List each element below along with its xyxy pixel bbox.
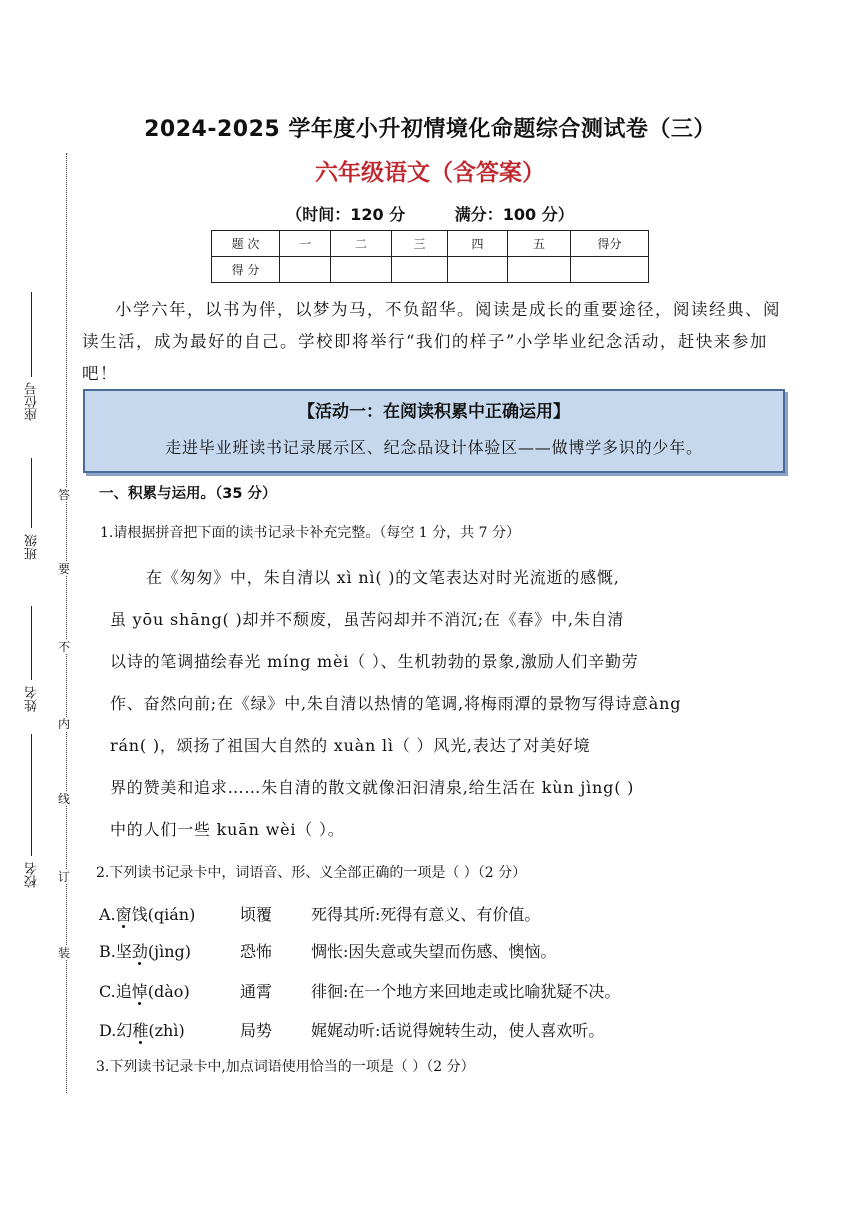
table-cell: 三 (392, 231, 448, 257)
seat-number-line (31, 292, 32, 377)
passage-line: 中的人们一些 kuān wèi（ ）。 (110, 820, 345, 839)
table-cell: 一 (280, 231, 331, 257)
exam-title: 2024-2025 学年度小升初情境化命题综合测试卷（三） (144, 117, 716, 142)
table-cell: 四 (448, 231, 508, 257)
binding-char: 不 (58, 640, 71, 654)
option-c[interactable]: C.追悼(dào) 通霄 徘徊:在一个地方来回地走或比喻犹疑不决。 (99, 982, 621, 1001)
binding-char: 答 (58, 488, 71, 502)
question-1-passage (110, 557, 790, 851)
table-cell: 五 (508, 231, 571, 257)
question-3-stem: 3.下列读书记录卡中,加点词语使用恰当的一项是（ ）（2 分） (96, 1059, 475, 1075)
name-line (31, 606, 32, 680)
score-input-cell[interactable] (280, 257, 331, 283)
score-input-cell[interactable] (392, 257, 448, 283)
passage-line: 以诗的笔调描绘春光 míng mèi（ ）、生机勃勃的景象,激励人们辛勤劳 (110, 652, 639, 671)
passage-line: 虽 yōu shāng( )却并不颓废，虽苦闷却并不消沉;在《春》中,朱自清 (110, 610, 625, 629)
intro-paragraph: 小学六年，以书为伴，以梦为马，不负韶华。阅读是成长的重要途径，阅读经典、阅读生活，成为最好的自己。学校即将举行“我们的样子”小学毕业纪念活动，赶快来参加吧！ (82, 300, 781, 383)
school-label: 校名 (25, 862, 40, 888)
activity-title: 【活动一：在阅读积累中正确运用】 (298, 402, 570, 422)
full-score: 满分：100 分） (454, 205, 574, 224)
score-input-cell[interactable] (508, 257, 571, 283)
class-line (31, 458, 32, 528)
binding-char: 订 (58, 870, 71, 884)
table-row (212, 231, 649, 257)
school-line (31, 734, 32, 856)
time-limit: （时间：120 分 (286, 205, 406, 224)
passage-line: 在《匆匆》中，朱自清以 xì nì( )的文笔表达对时光流逝的感慨, (146, 568, 620, 587)
exam-subtitle: 六年级语文（含答案） (315, 160, 545, 186)
table-cell: 二 (331, 231, 392, 257)
question-1-stem: 1.请根据拼音把下面的读书记录卡补充完整。（每空 1 分，共 7 分） (100, 525, 520, 541)
passage-line: rán( )，颂扬了祖国大自然的 xuàn lì（ ）风光,表达了对美好境 (110, 736, 591, 755)
score-input-cell[interactable] (571, 257, 649, 283)
table-cell: 得 分 (212, 257, 280, 283)
activity-description: 走进毕业班读书记录展示区、纪念品设计体验区——做博学多识的少年。 (165, 438, 703, 457)
table-cell: 得分 (571, 231, 649, 257)
question-2-stem: 2.下列读书记录卡中，词语音、形、义全部正确的一项是（ ）（2 分） (96, 865, 527, 881)
time-info (0, 202, 860, 225)
option-a[interactable]: A.窗饯(qián) 顷覆 死得其所:死得有意义、有价值。 (99, 905, 541, 924)
table-cell: 题 次 (212, 231, 280, 257)
option-b[interactable]: B.坚劲(jìng) 恐怖 惆怅:因失意或失望而伤感、懊恼。 (99, 942, 557, 961)
section-heading: 一、积累与运用。（35 分） (99, 486, 277, 502)
score-input-cell[interactable] (448, 257, 508, 283)
score-table (211, 230, 649, 283)
passage-line: 作、奋然向前;在《绿》中,朱自清以热情的笔调,将梅雨潭的景物写得诗意àng (110, 694, 682, 713)
binding-char: 内 (58, 717, 71, 731)
binding-char: 要 (58, 562, 71, 576)
name-label: 姓名 (25, 686, 40, 712)
score-input-cell[interactable] (331, 257, 392, 283)
seat-number-label: 座位号 (25, 382, 40, 421)
table-row (212, 257, 649, 283)
binding-char: 线 (58, 792, 71, 806)
passage-line: 界的赞美和追求……朱自清的散文就像汩汩清泉,给生活在 kùn jìng( ) (110, 778, 635, 797)
binding-char: 装 (58, 946, 71, 960)
class-label: 班级 (25, 534, 40, 560)
option-d[interactable]: D.幻稚(zhì) 局势 娓娓动听:话说得婉转生动，使人喜欢听。 (99, 1021, 605, 1040)
activity-box (83, 389, 785, 473)
